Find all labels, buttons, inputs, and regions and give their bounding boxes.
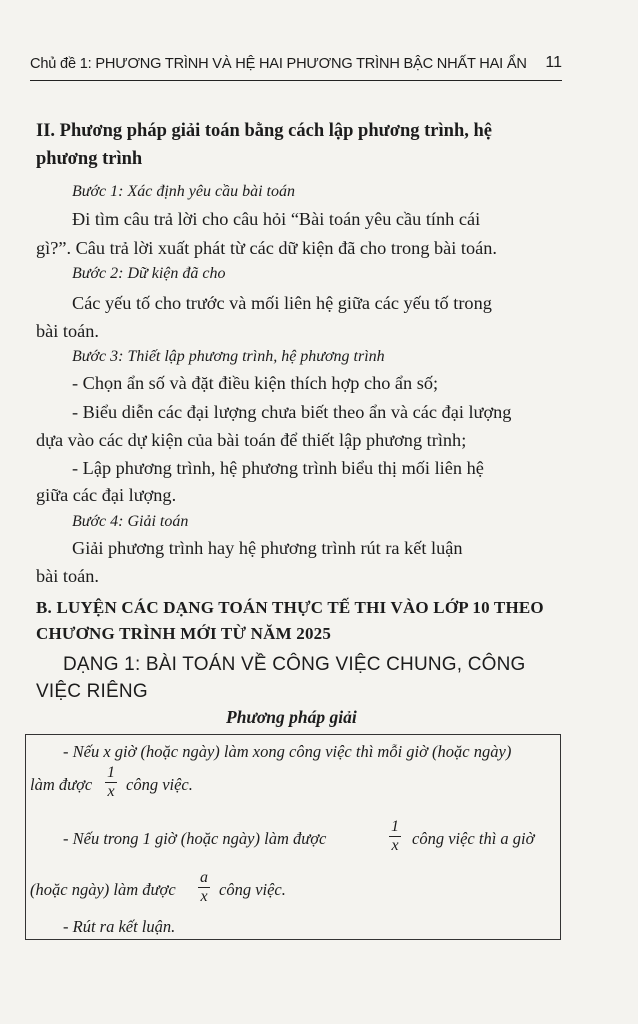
step-3-item-1: - Chọn ẩn số và đặt điều kiện thích hợp cho ẩn số;	[72, 373, 439, 393]
step-3-item-2-cont: dựa vào các dự kiện của bài toán để thiết lập phương trình;	[36, 430, 467, 450]
section-2-heading: II. Phương pháp giải toán bằng cách lập phương trình, hệ	[36, 121, 492, 141]
step-4-text-cont: bài toán.	[36, 566, 99, 586]
rule-2-fraction	[389, 818, 401, 855]
step-1-title: Bước 1: Xác định yêu cầu bài toán	[72, 183, 295, 200]
section-b-heading-cont: CHƯƠNG TRÌNH MỚI TỪ NĂM 2025	[36, 624, 332, 643]
step-3-title: Bước 3: Thiết lập phương trình, hệ phương trình	[72, 348, 385, 365]
rule-3-fraction	[198, 869, 210, 906]
rule-2-prefix: - Nếu trong 1 giờ (hoặc ngày) làm được	[63, 829, 327, 848]
step-3-item-2: - Biểu diễn các đại lượng chưa biết theo ẩn và các đại lượng	[72, 402, 512, 422]
section-2-heading-cont: phương trình	[36, 149, 143, 169]
rule-1-fraction-numerator: 1	[107, 764, 115, 781]
step-3-item-3-cont: giữa các đại lượng.	[36, 485, 177, 505]
running-header	[30, 52, 562, 81]
step-4-title: Bước 4: Giải toán	[72, 513, 189, 530]
step-4-text: Giải phương trình hay hệ phương trình rút ra kết luận	[72, 538, 463, 558]
page-number: 11	[545, 54, 562, 71]
header-title: Chủ đề 1: PHƯƠNG TRÌNH VÀ HỆ HAI PHƯƠNG TRÌNH BẬC NHẤT HAI ẨN	[30, 56, 527, 72]
rule-2-fraction-denominator: x	[391, 837, 399, 854]
step-1-text-cont: gì?”. Câu trả lời xuất phát từ các dữ kiện đã cho trong bài toán.	[36, 238, 497, 258]
rule-2-suffix: công việc thì a giờ	[412, 829, 535, 848]
rule-1-line-1: - Nếu x giờ (hoặc ngày) làm xong công việc thì mỗi giờ (hoặc ngày)	[63, 742, 512, 761]
step-2-text-cont: bài toán.	[36, 321, 99, 341]
method-title: Phương pháp giải	[226, 707, 357, 727]
rule-1-prefix: làm được	[30, 775, 93, 794]
dang-1-heading-cont: VIỆC RIÊNG	[36, 681, 148, 702]
rule-1-suffix: công việc.	[126, 775, 193, 794]
rule-1-fraction	[105, 764, 117, 801]
rule-4: - Rút ra kết luận.	[63, 917, 176, 936]
rule-3-fraction-numerator: a	[200, 869, 208, 886]
step-2-text: Các yếu tố cho trước và mối liên hệ giữa các yếu tố trong	[72, 293, 492, 313]
rule-3-prefix: (hoặc ngày) làm được	[30, 880, 176, 899]
dang-1-heading: DẠNG 1: BÀI TOÁN VỀ CÔNG VIỆC CHUNG, CÔNG	[63, 654, 526, 675]
rule-3-suffix: công việc.	[219, 880, 286, 899]
rule-1-fraction-denominator: x	[107, 783, 115, 800]
step-2-title: Bước 2: Dữ kiện đã cho	[72, 265, 226, 282]
step-3-item-3: - Lập phương trình, hệ phương trình biểu thị mối liên hệ	[72, 458, 484, 478]
step-1-text: Đi tìm câu trả lời cho câu hỏi “Bài toán yêu cầu tính cái	[72, 209, 481, 229]
section-b-heading: B. LUYỆN CÁC DẠNG TOÁN THỰC TẾ THI VÀO LỚP 10 THEO	[36, 598, 544, 617]
rule-3-fraction-denominator: x	[200, 888, 208, 905]
rule-2-fraction-numerator: 1	[391, 818, 399, 835]
